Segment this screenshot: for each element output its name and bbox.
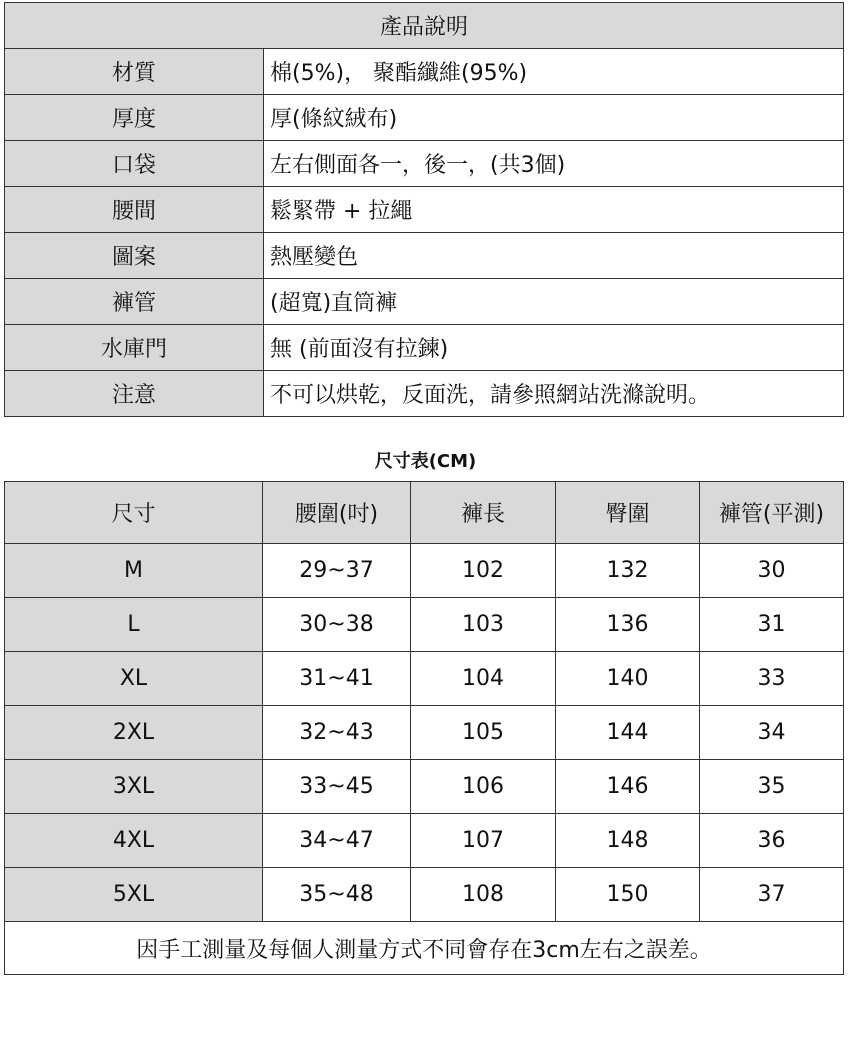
description-row (5, 95, 844, 141)
size-cell: 2XL (5, 706, 263, 760)
size-row (5, 544, 844, 598)
size-cell: 36 (700, 814, 844, 868)
size-row (5, 760, 844, 814)
description-value: 不可以烘乾，反面洗，請參照網站洗滌說明。 (264, 371, 844, 417)
product-description-table (4, 2, 844, 417)
size-table (4, 481, 844, 975)
size-cell: 132 (556, 544, 700, 598)
size-cell: 37 (700, 868, 844, 922)
description-label: 水庫門 (5, 325, 264, 371)
description-row (5, 49, 844, 95)
description-row (5, 187, 844, 233)
description-value: 鬆緊帶 + 拉繩 (264, 187, 844, 233)
description-value: 棉(5%)， 聚酯纖維(95%) (264, 49, 844, 95)
description-value: (超寬)直筒褲 (264, 279, 844, 325)
size-cell: 136 (556, 598, 700, 652)
size-cell: 140 (556, 652, 700, 706)
size-row (5, 814, 844, 868)
size-cell: 105 (411, 706, 556, 760)
description-row (5, 325, 844, 371)
size-row (5, 706, 844, 760)
size-cell: 30 (700, 544, 844, 598)
size-row (5, 598, 844, 652)
measurement-note: 因手工測量及每個人測量方式不同會存在3cm左右之誤差。 (5, 922, 844, 975)
size-cell: 107 (411, 814, 556, 868)
size-header-cell: 褲管(平測) (700, 482, 844, 544)
size-cell: M (5, 544, 263, 598)
description-value: 無 (前面沒有拉鍊) (264, 325, 844, 371)
size-cell: 31 (700, 598, 844, 652)
size-cell: 104 (411, 652, 556, 706)
size-cell: 103 (411, 598, 556, 652)
description-value: 左右側面各一，後一，(共3個) (264, 141, 844, 187)
description-label: 褲管 (5, 279, 264, 325)
size-cell: 33~45 (263, 760, 411, 814)
size-cell: 102 (411, 544, 556, 598)
size-cell: 108 (411, 868, 556, 922)
size-cell: 144 (556, 706, 700, 760)
size-cell: 34 (700, 706, 844, 760)
description-label: 口袋 (5, 141, 264, 187)
description-title: 產品說明 (5, 3, 844, 49)
description-label: 腰間 (5, 187, 264, 233)
size-header-cell: 褲長 (411, 482, 556, 544)
description-label: 厚度 (5, 95, 264, 141)
size-note-row (5, 922, 844, 975)
description-label: 材質 (5, 49, 264, 95)
size-cell: 32~43 (263, 706, 411, 760)
size-table-title: 尺寸表(CM) (374, 451, 477, 472)
size-cell: L (5, 598, 263, 652)
description-label: 注意 (5, 371, 264, 417)
size-cell: 29~37 (263, 544, 411, 598)
description-label: 圖案 (5, 233, 264, 279)
size-cell: 146 (556, 760, 700, 814)
size-cell: 35 (700, 760, 844, 814)
size-header-cell: 腰圍(吋) (263, 482, 411, 544)
description-row (5, 279, 844, 325)
description-row (5, 371, 844, 417)
size-cell: 35~48 (263, 868, 411, 922)
size-table-header-row (5, 482, 844, 544)
size-row (5, 868, 844, 922)
size-cell: 4XL (5, 814, 263, 868)
size-cell: 31~41 (263, 652, 411, 706)
size-header-cell: 臀圍 (556, 482, 700, 544)
size-header-cell: 尺寸 (5, 482, 263, 544)
size-cell: 5XL (5, 868, 263, 922)
size-cell: 30~38 (263, 598, 411, 652)
size-cell: XL (5, 652, 263, 706)
description-value: 熱壓變色 (264, 233, 844, 279)
size-cell: 33 (700, 652, 844, 706)
description-row (5, 233, 844, 279)
size-cell: 3XL (5, 760, 263, 814)
description-row (5, 141, 844, 187)
size-cell: 34~47 (263, 814, 411, 868)
size-row (5, 652, 844, 706)
size-cell: 150 (556, 868, 700, 922)
description-value: 厚(條紋絨布) (264, 95, 844, 141)
size-cell: 148 (556, 814, 700, 868)
size-cell: 106 (411, 760, 556, 814)
